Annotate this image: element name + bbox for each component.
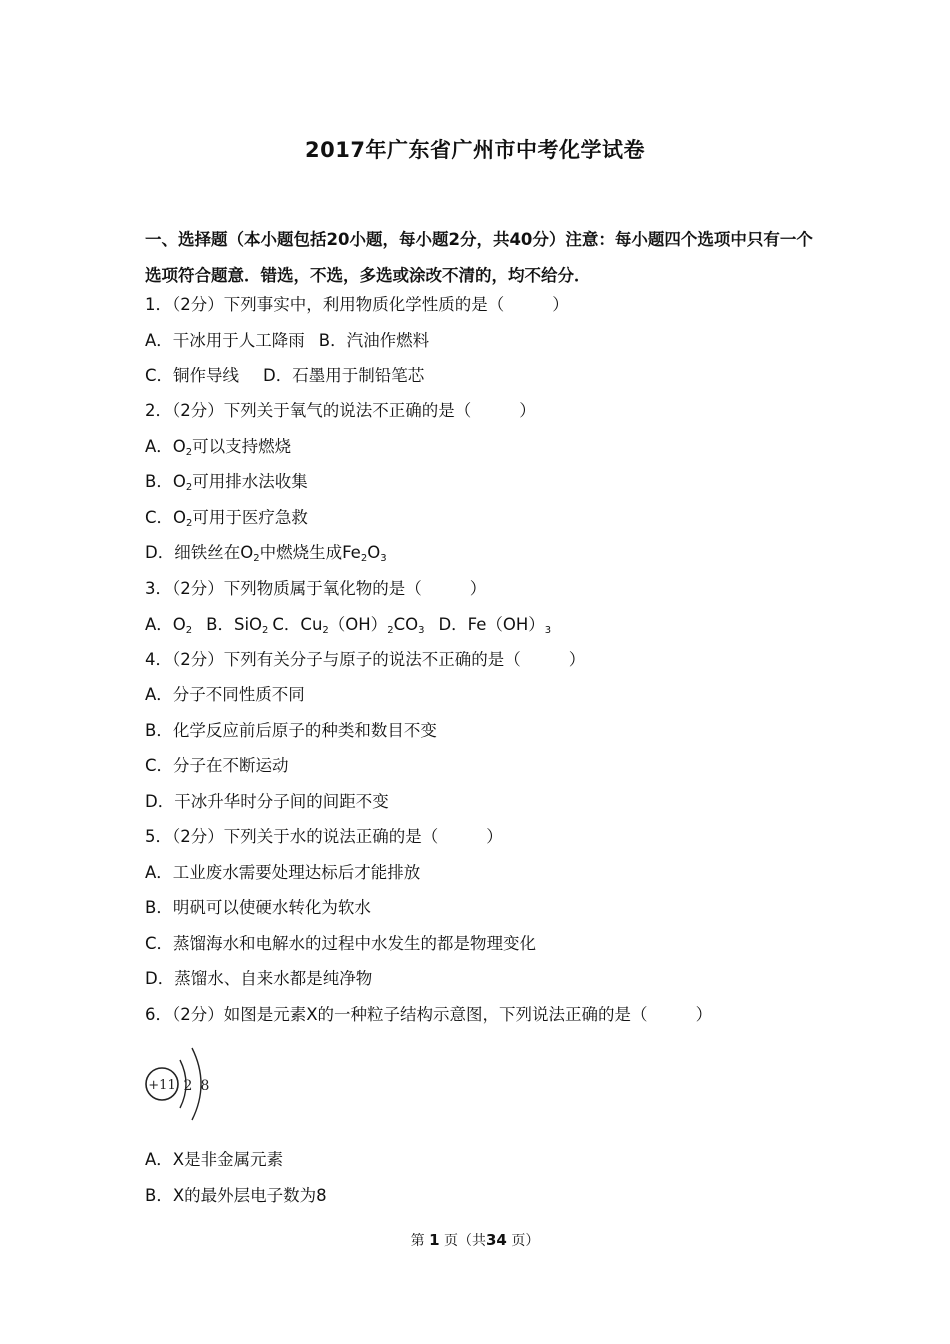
option-d: D．石墨用于制铅笔芯	[263, 366, 425, 385]
option-c: C．铜作导线	[145, 366, 240, 385]
subscript: 2	[360, 553, 368, 564]
subscript: 2	[185, 447, 193, 458]
shell-1-electrons: 2	[183, 1078, 193, 1094]
question-6-option-b: B．X的最外层电子数为8	[145, 1186, 327, 1205]
subscript: 2	[185, 482, 193, 493]
footer-text: 页（共	[444, 1233, 486, 1249]
question-3-stem	[145, 578, 486, 600]
question-5-option-d: D．蒸馏水、自来水都是纯净物	[145, 969, 373, 988]
question-stem-close: ）	[519, 401, 536, 420]
question-5-option-c: C．蒸馏海水和电解水的过程中水发生的都是物理变化	[145, 934, 537, 953]
atom-structure-diagram	[140, 1040, 230, 1130]
question-stem-close: ）	[552, 295, 569, 314]
footer-text: 页）	[511, 1233, 540, 1249]
question-stem-text: 2．（2分）下列关于氧气的说法不正确的是（	[145, 401, 472, 420]
subscript: 3	[418, 625, 425, 636]
question-1-options-ab	[145, 330, 429, 352]
question-2-option-a	[145, 436, 291, 458]
option-text: B．O	[145, 472, 186, 491]
question-stem-text: 4．（2分）下列有关分子与原子的说法不正确的是（	[145, 650, 521, 669]
option-c: C．Cu	[272, 615, 323, 634]
subscript: 2	[262, 625, 269, 636]
question-5-option-b: B．明矾可以使硬水转化为软水	[145, 898, 371, 917]
option-text: CO	[393, 615, 419, 634]
option-d: D．Fe（OH）	[438, 615, 545, 634]
footer-text: 第	[410, 1233, 425, 1249]
question-2-stem	[145, 400, 536, 422]
question-4-stem	[145, 649, 585, 671]
question-2-option-c	[145, 507, 308, 529]
question-3-options	[145, 614, 551, 636]
question-1-options-cd	[145, 365, 424, 387]
subscript: 3	[544, 625, 552, 636]
subscript: 2	[387, 625, 394, 636]
page-footer	[0, 1230, 950, 1250]
option-a: A．O	[145, 615, 186, 634]
question-stem-text: 1．（2分）下列事实中，利用物质化学性质的是（	[145, 295, 505, 314]
option-text: 可用于医疗急救	[192, 508, 308, 527]
subscript: 2	[322, 625, 329, 636]
page-number: 1	[429, 1231, 440, 1249]
total-pages: 34	[486, 1231, 507, 1249]
subscript: 2	[185, 625, 193, 636]
option-b: B．SiO	[206, 615, 263, 634]
question-2-option-b	[145, 471, 308, 493]
subscript: 2	[186, 518, 193, 529]
option-text: 可用排水法收集	[192, 472, 308, 491]
option-text: （OH）	[328, 615, 388, 634]
question-stem-text: 3．（2分）下列物质属于氧化物的是（	[145, 579, 422, 598]
option-text: A．O	[145, 437, 186, 456]
question-5-stem	[145, 826, 503, 848]
shell-2-electrons: 8	[200, 1078, 210, 1094]
option-text: 可以支持燃烧	[192, 437, 292, 456]
page-title: 2017年广东省广州市中考化学试卷	[305, 138, 645, 162]
option-a: A．干冰用于人工降雨	[145, 331, 305, 350]
option-text: 中燃烧生成Fe	[259, 543, 361, 562]
question-4-option-a: A．分子不同性质不同	[145, 685, 305, 704]
question-6-stem	[145, 1004, 712, 1026]
question-stem-text: 5．（2分）下列关于水的说法正确的是（	[145, 827, 439, 846]
question-stem-text: 6．（2分）如图是元素X的一种粒子结构示意图，下列说法正确的是（	[145, 1005, 648, 1024]
question-1-stem	[145, 294, 569, 316]
question-4-option-b: B．化学反应前后原子的种类和数目不变	[145, 721, 437, 740]
question-4-option-c: C．分子在不断运动	[145, 756, 289, 775]
section-header: 一、选择题（本小题包括20小题，每小题2分，共40分）注意：每小题四个选项中只有一个选项符合题意．错选，不选，多选或涂改不清的，均不给分．	[145, 230, 813, 285]
question-stem-close: ）	[469, 579, 487, 598]
subscript: 2	[253, 553, 260, 564]
option-text: O	[367, 543, 381, 562]
question-5-option-a: A．工业废水需要处理达标后才能排放	[145, 863, 421, 882]
question-stem-close: ）	[568, 650, 586, 669]
question-stem-close: ）	[486, 827, 503, 846]
question-2-option-d	[145, 542, 387, 564]
question-stem-close: ）	[695, 1005, 713, 1024]
option-text: C．O	[145, 508, 187, 527]
question-4-option-d: D．干冰升华时分子间的间距不变	[145, 792, 389, 811]
question-6-option-a: A．X是非金属元素	[145, 1150, 284, 1169]
nucleus-charge: +11	[148, 1078, 176, 1093]
option-b: B．汽油作燃料	[318, 331, 430, 350]
subscript: 3	[380, 553, 387, 564]
option-text: D．细铁丝在O	[145, 543, 254, 562]
